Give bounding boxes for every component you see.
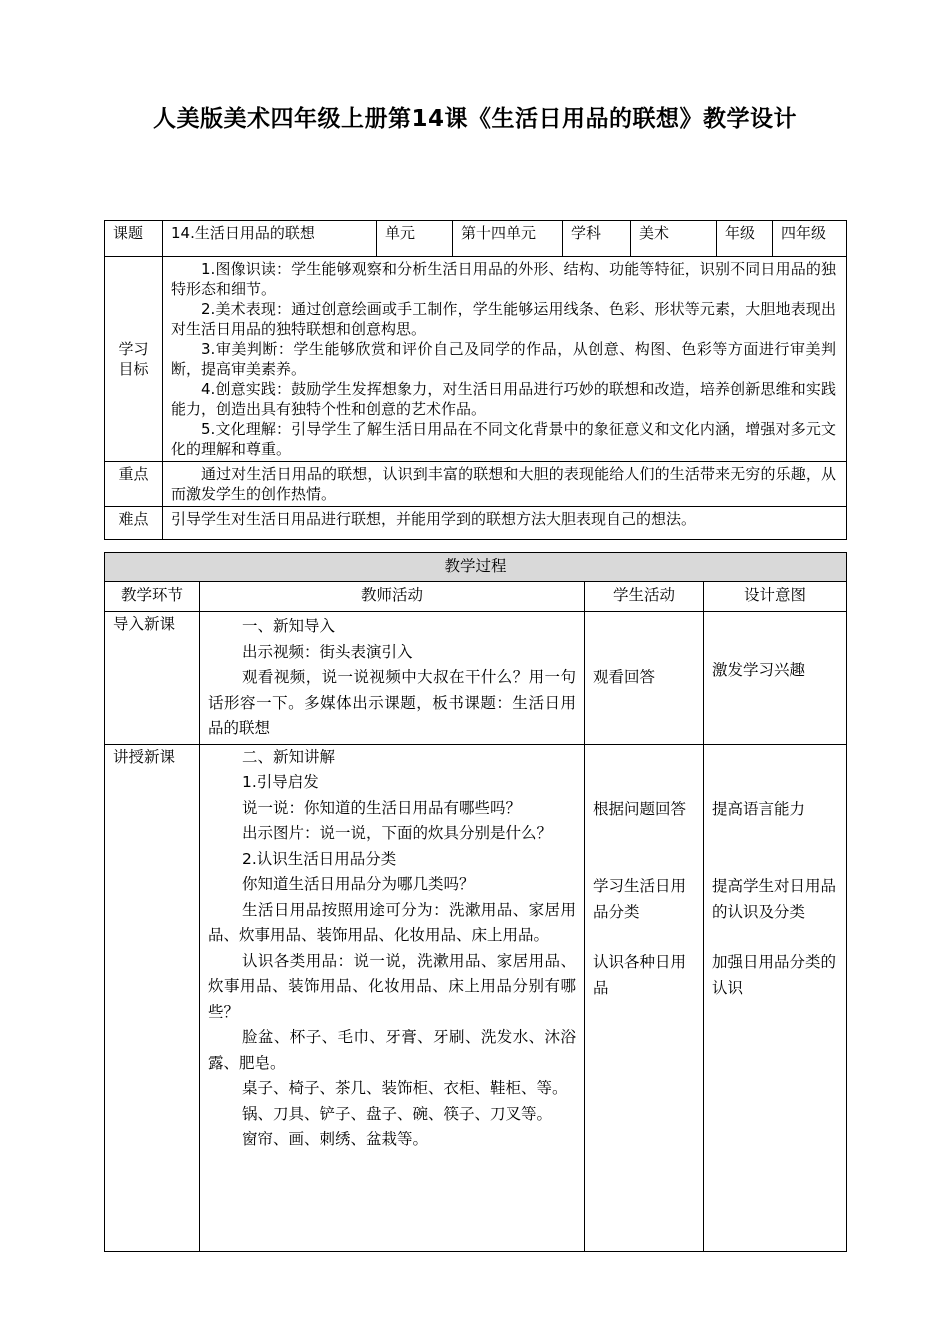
objectives-label: 学习目标 — [105, 257, 163, 462]
objective-item: 4.创意实践：鼓励学生发挥想象力，对生活日用品进行巧妙的联想和改造，培养创新思维和实践能力，创造出具有独特个性和创意的艺术作品。 — [171, 380, 836, 418]
teacher-line: 一、新知导入 — [242, 617, 336, 635]
teacher-line: 出示图片：说一说，下面的炊具分别是什么？ — [242, 824, 553, 842]
objective-item: 1.图像识读：学生能够观察和分析生活日用品的外形、结构、功能等特征，识别不同日用品的独特形态和细节。 — [171, 260, 836, 298]
student-text: 根据问题回答 — [593, 799, 687, 818]
objectives-cell — [163, 257, 847, 462]
process-table — [104, 552, 847, 1252]
difficulty-label: 难点 — [105, 507, 163, 540]
objective-item: 5.文化理解：引导学生了解生活日用品在不同文化背景中的象征意义和文化内涵，增强对多元文化的理解和尊重。 — [171, 420, 836, 458]
col-student: 学生活动 — [585, 582, 704, 612]
key-cell — [163, 462, 847, 507]
process-header: 教学过程 — [105, 553, 847, 582]
teacher-line: 你知道生活日用品分为哪几类吗？ — [242, 875, 475, 893]
intent-text: 激发学习兴趣 — [712, 661, 806, 679]
teacher-line: 锅、刀具、铲子、盘子、碗、筷子、刀叉等。 — [242, 1104, 553, 1123]
col-stage: 教学环节 — [105, 582, 200, 612]
teacher-line: 观看视频，说一说视频中大叔在干什么？用一句话形容一下。多媒体出示课题，板书课题：生活日用品的联想 — [208, 668, 576, 737]
stage-intro: 导入新课 — [105, 612, 200, 745]
unit-value: 第十四单元 — [453, 221, 563, 257]
objective-item: 3.审美判断：学生能够欣赏和评价自己及同学的作品，从创意、构图、色彩等方面进行审美判断，提高审美素养。 — [171, 340, 836, 378]
teacher-line: 窗帘、画、刺绣、盆栽等。 — [242, 1130, 429, 1148]
intent-text: 加强日用品分类的认识 — [712, 953, 837, 997]
teacher-line: 2.认识生活日用品分类 — [242, 849, 397, 868]
key-text: 通过对生活日用品的联想，认识到丰富的联想和大胆的表现能给人们的生活带来无穷的乐趣，从而激发学生的创作热情。 — [171, 465, 836, 503]
col-teacher: 教师活动 — [200, 582, 585, 612]
key-label: 重点 — [105, 462, 163, 507]
page-title: 人美版美术四年级上册第14课《生活日用品的联想》教学设计 — [152, 106, 797, 132]
grade-value: 四年级 — [773, 221, 847, 257]
subject-label: 学科 — [563, 221, 631, 257]
teacher-line: 认识各类用品：说一说，洗漱用品、家居用品、炊事用品、装饰用品、化妆用品、床上用品分别有哪些？ — [208, 951, 576, 1021]
teacher-line: 出示视频：街头表演引入 — [242, 642, 413, 661]
intent-teach — [704, 744, 847, 1251]
difficulty-cell — [163, 507, 847, 540]
unit-label: 单元 — [377, 221, 453, 257]
teacher-line: 说一说：你知道的生活日用品有哪些吗？ — [242, 798, 522, 817]
topic-value: 14.生活日用品的联想 — [163, 221, 377, 257]
teacher-line: 二、新知讲解 — [242, 747, 336, 766]
intent-text: 提高学生对日用品的认识及分类 — [712, 877, 837, 921]
student-text: 学习生活日用品分类 — [593, 877, 687, 921]
topic-label: 课题 — [105, 221, 163, 257]
subject-value: 美术 — [631, 221, 717, 257]
student-intro — [585, 612, 704, 745]
teacher-intro — [200, 612, 585, 745]
stage-teach: 讲授新课 — [105, 744, 200, 1251]
col-intent: 设计意图 — [704, 582, 847, 612]
intent-intro — [704, 612, 847, 745]
student-text: 观看回答 — [593, 668, 656, 686]
objective-item: 2.美术表现：通过创意绘画或手工制作，学生能够运用线条、色彩、形状等元素，大胆地表现出对生活日用品的独特联想和创意构思。 — [171, 300, 836, 338]
teacher-line: 桌子、椅子、茶几、装饰柜、衣柜、鞋柜、等。 — [242, 1079, 568, 1097]
student-teach — [585, 744, 704, 1251]
info-table — [104, 220, 847, 540]
teacher-teach — [200, 744, 585, 1251]
difficulty-text: 引导学生对生活日用品进行联想，并能用学到的联想方法大胆表现自己的想法。 — [171, 510, 697, 528]
student-text: 认识各种日用品 — [593, 953, 687, 997]
teacher-line: 脸盆、杯子、毛巾、牙膏、牙刷、洗发水、沐浴露、肥皂。 — [208, 1028, 576, 1072]
grade-label: 年级 — [717, 221, 773, 257]
teacher-line: 生活日用品按照用途可分为：洗漱用品、家居用品、炊事用品、装饰用品、化妆用品、床上用品。 — [208, 900, 576, 944]
teacher-line: 1.引导启发 — [242, 773, 319, 791]
intent-text: 提高语言能力 — [712, 799, 806, 818]
